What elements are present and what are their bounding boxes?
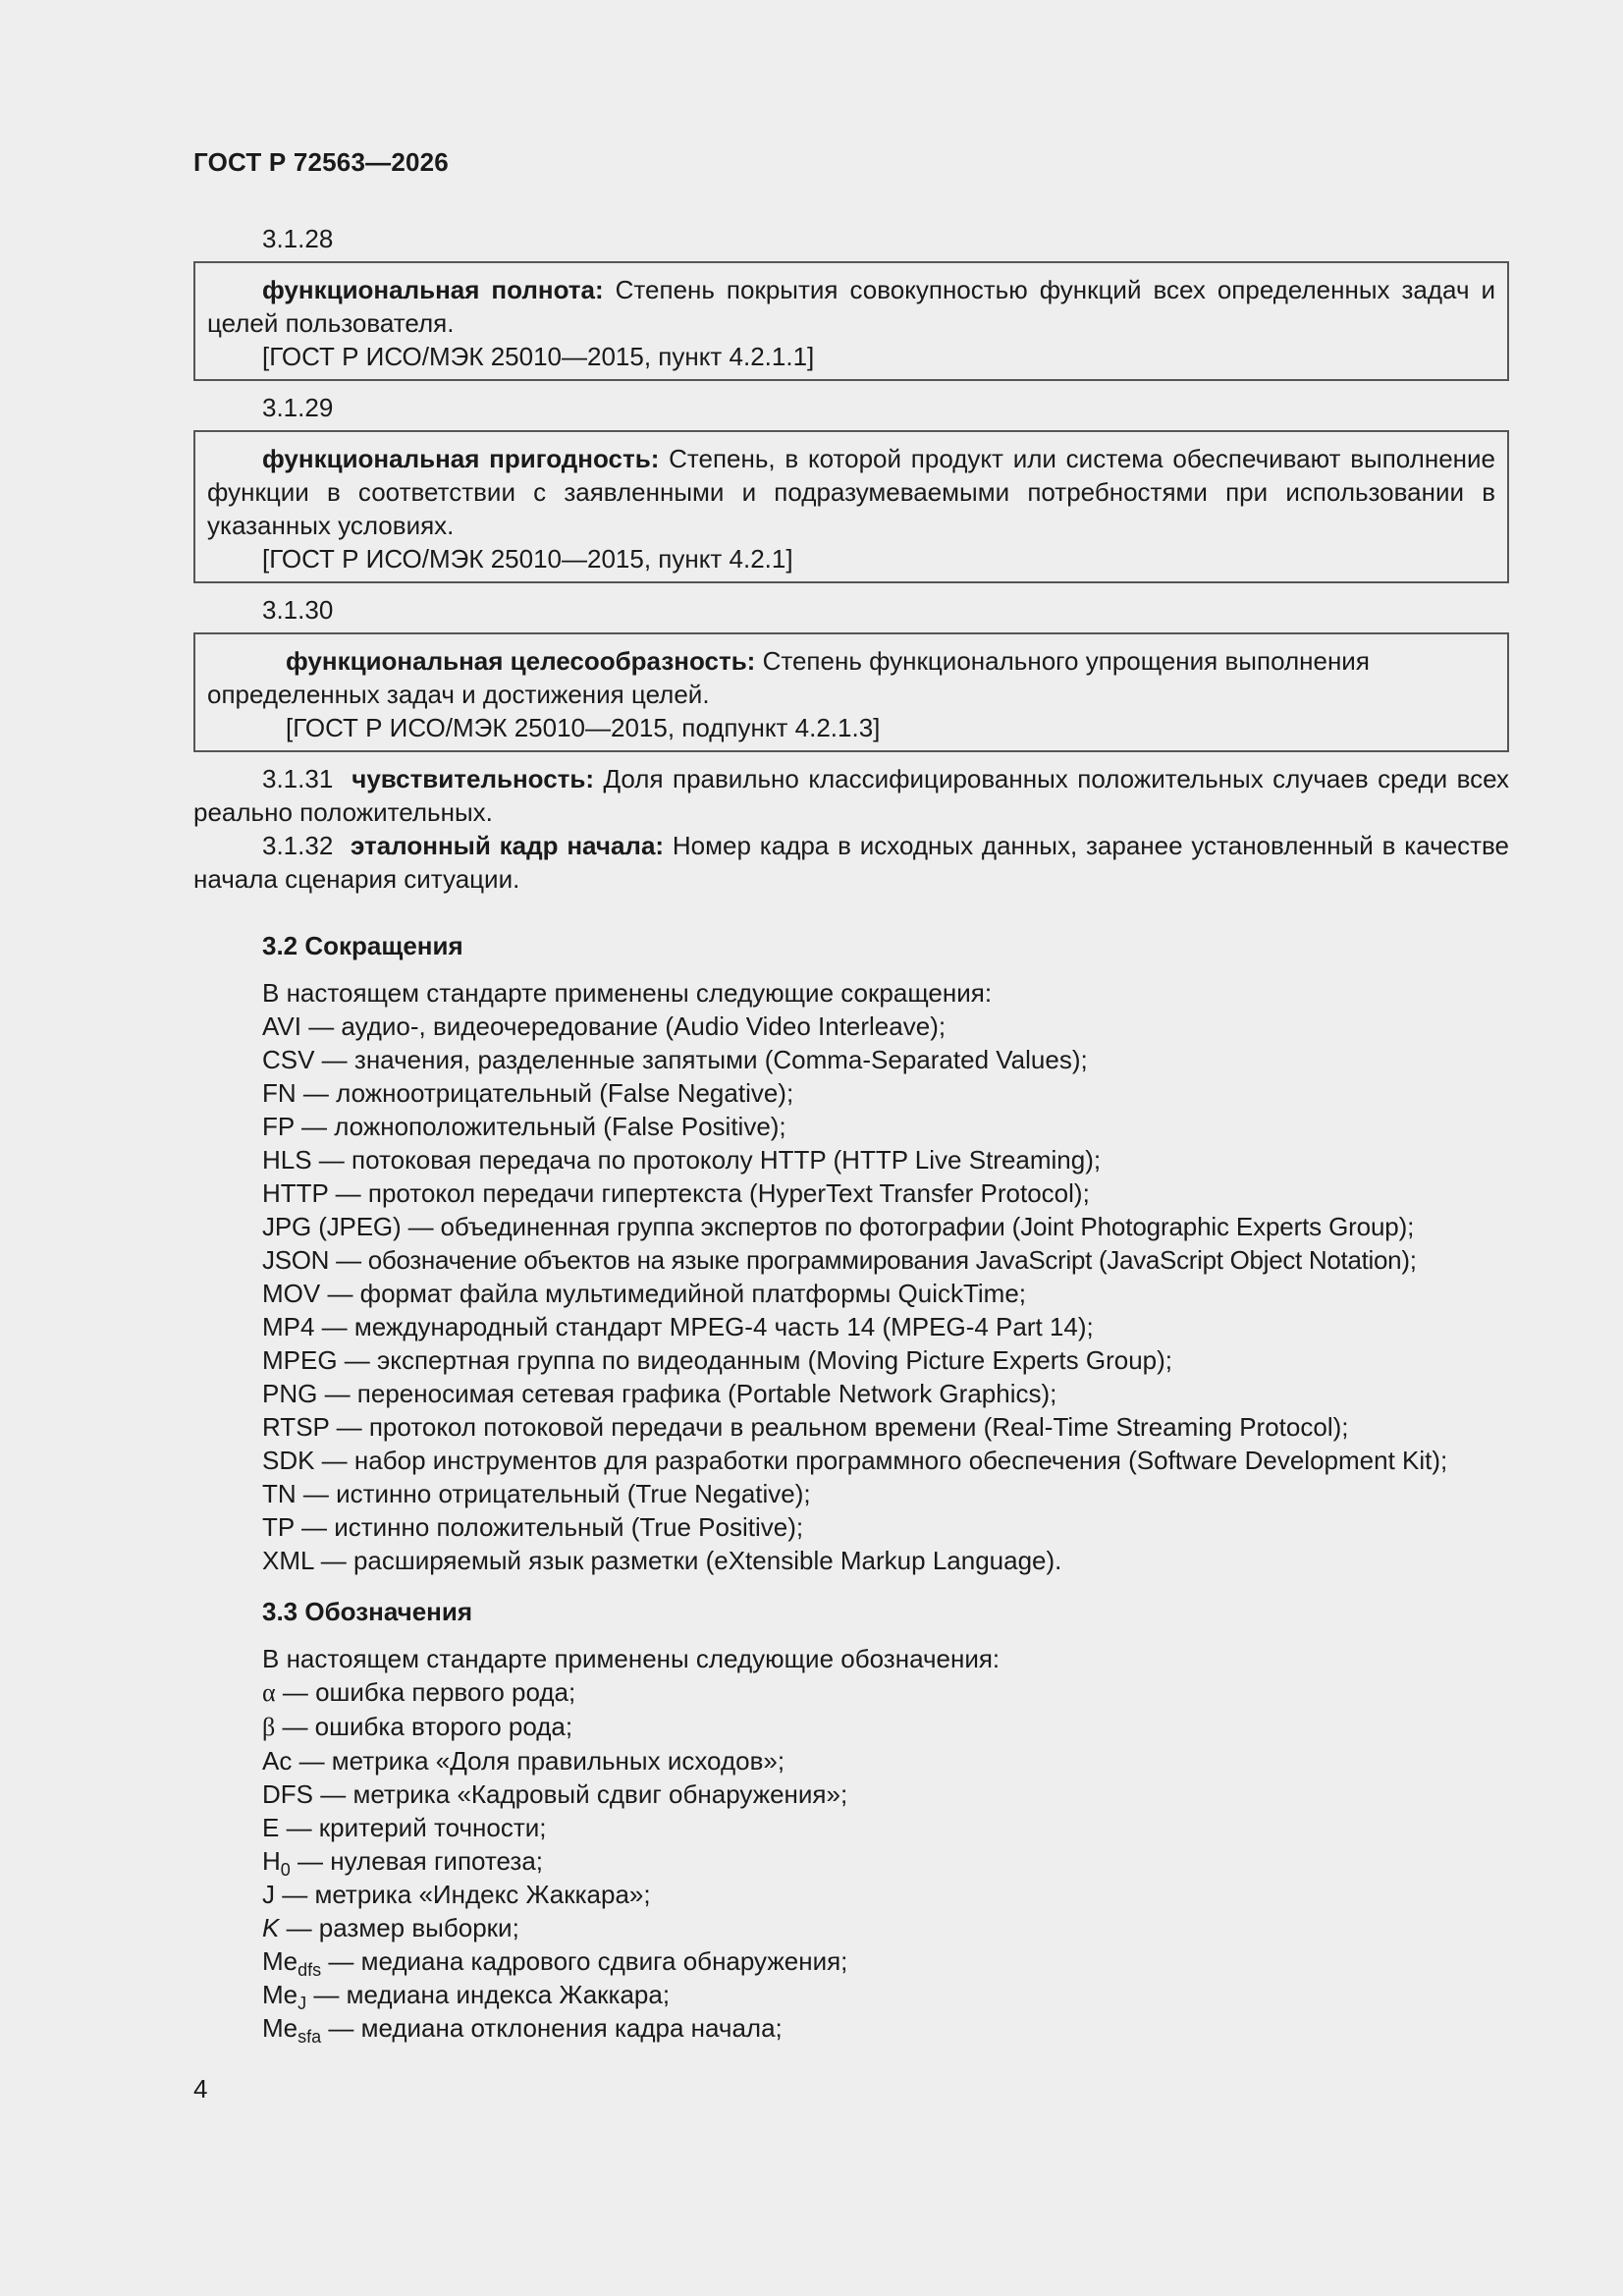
abbr-item: PNG — переносимая сетевая графика (Portable Network Graphics);	[262, 1379, 1057, 1408]
definition-text	[207, 644, 1495, 711]
page-body	[193, 222, 1509, 2045]
symbol-item: $Me_{dfs}$ — медиана кадрового сдвига обнаружения;	[262, 1946, 848, 1980]
alpha-symbol: α	[262, 1678, 276, 1707]
abbr-item: TP — истинно положительный (True Positive);	[262, 1512, 804, 1542]
abbr-item: HLS — потоковая передача по протоколу HTTP (HTTP Live Streaming);	[262, 1145, 1102, 1175]
abbr-item: FN — ложноотрицательный (False Negative);	[262, 1078, 794, 1108]
symbol-item: DFS — метрика «Кадровый сдвиг обнаружения»;	[262, 1779, 848, 1809]
abbr-item: FP — ложноположительный (False Positive);	[262, 1112, 786, 1141]
term: функциональная целесообразность:	[286, 646, 756, 676]
definition-box	[193, 430, 1509, 583]
beta-symbol: β	[262, 1713, 276, 1741]
term: чувствительность:	[352, 764, 595, 793]
definition-text	[207, 442, 1495, 542]
abbr-item: MOV — формат файла мультимедийной платформы QuickTime;	[262, 1279, 1027, 1308]
symbol-item: K — размер выборки;	[262, 1913, 519, 1942]
section-intro: В настоящем стандарте применены следующие сокращения:	[262, 978, 993, 1008]
term-number: 3.1.29	[262, 393, 334, 422]
definition-paragraph	[193, 762, 1509, 829]
symbol-item: α — ошибка первого рода;	[262, 1677, 576, 1707]
definition-paragraph	[193, 829, 1509, 896]
term-number: 3.1.28	[262, 224, 334, 253]
symbol-item: E — критерий точности;	[262, 1813, 547, 1842]
section-intro: В настоящем стандарте применены следующие обозначения:	[262, 1644, 1001, 1673]
abbr-item: TN — истинно отрицательный (True Negative);	[262, 1479, 811, 1508]
definition-source: [ГОСТ Р ИСО/МЭК 25010—2015, подпункт 4.2.1.3]	[286, 713, 881, 742]
definition-body: Степень функционального упрощения выполнения определенных задач и достижения целей.	[207, 646, 1370, 709]
definition-text	[207, 273, 1495, 340]
symbol-item: J — метрика «Индекс Жаккара»;	[262, 1880, 651, 1909]
term-number: 3.1.32	[262, 831, 334, 860]
symbol-item: $Me_J$ — медиана индекса Жаккара;	[262, 1980, 671, 2013]
symbol-item: $Me_{sfa}$ — медиана отклонения кадра начала;	[262, 2013, 783, 2047]
abbr-item: XML — расширяемый язык разметки (eXtensible Markup Language).	[262, 1546, 1062, 1575]
term-number: 3.1.31	[262, 764, 334, 793]
term-number: 3.1.30	[262, 595, 334, 625]
abbr-item: SDK — набор инструментов для разработки программного обеспечения (Software Development Kit);	[262, 1446, 1448, 1475]
definition-source: [ГОСТ Р ИСО/МЭК 25010—2015, пункт 4.2.1]	[262, 544, 793, 574]
abbr-item: RTSP — протокол потоковой передачи в реальном времени (Real-Time Streaming Protocol);	[262, 1412, 1349, 1442]
definition-body: Номер кадра в исходных данных, заранее установленный в качестве начала сценария ситуации.	[193, 831, 1509, 894]
term: функциональная пригодность:	[262, 444, 660, 473]
definition-body: Степень, в которой продукт или система обеспечивают выполнение функции в соответствии с заявленными и подразумеваемыми потребностями при использовании в указанных условиях.	[207, 444, 1496, 540]
symbol-item: β — ошибка второго рода;	[262, 1712, 573, 1741]
definition-box	[193, 632, 1509, 752]
definition-body: Степень покрытия совокупностью функций всех определенных задач и целей пользователя.	[207, 275, 1495, 338]
abbr-item: MPEG — экспертная группа по видеоданным (Moving Picture Experts Group);	[262, 1345, 1172, 1375]
abbr-item: CSV — значения, разделенные запятыми (Comma-Separated Values);	[262, 1045, 1088, 1074]
page-number: 4	[193, 2074, 208, 2104]
abbr-item: JPG (JPEG) — объединенная группа экспертов по фотографии (Joint Photographic Experts Group);	[262, 1212, 1415, 1241]
definition-box	[193, 261, 1509, 381]
symbol-item: $H_0$ — нулевая гипотеза;	[262, 1846, 544, 1880]
definition-source: [ГОСТ Р ИСО/МЭК 25010—2015, пункт 4.2.1.1]	[262, 342, 815, 371]
abbr-item: AVI — аудио-, видеочередование (Audio Video Interleave);	[262, 1011, 947, 1041]
k-symbol: K	[262, 1913, 280, 1942]
symbol-item: Ac — метрика «Доля правильных исходов»;	[262, 1746, 785, 1776]
section-heading: 3.3 Обозначения	[262, 1597, 473, 1626]
abbr-item: MP4 — международный стандарт MPEG-4 часть 14 (MPEG-4 Part 14);	[262, 1312, 1094, 1341]
term: эталонный кадр начала:	[350, 831, 665, 860]
abbr-item: JSON — обозначение объектов на языке программирования JavaScript (JavaScript Object Notation);	[262, 1245, 1417, 1275]
doc-header: ГОСТ Р 72563—2026	[193, 147, 449, 177]
term: функциональная полнота:	[262, 275, 604, 304]
section-heading: 3.2 Сокращения	[262, 931, 463, 960]
definition-body: Доля правильно классифицированных положительных случаев среди всех реально положительных.	[193, 764, 1509, 827]
abbr-item: HTTP — протокол передачи гипертекста (HyperText Transfer Protocol);	[262, 1178, 1090, 1208]
